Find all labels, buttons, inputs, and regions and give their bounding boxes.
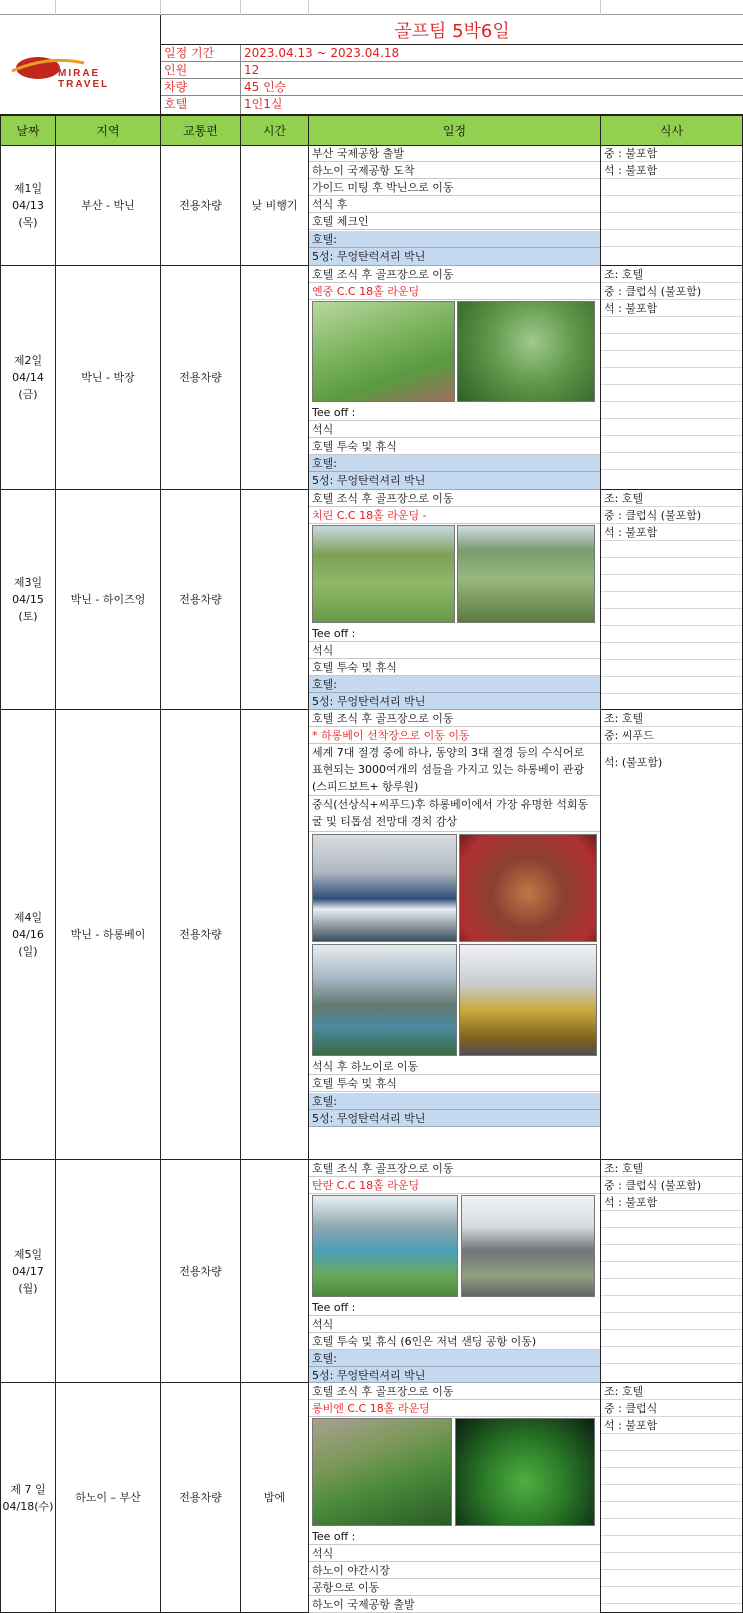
schedule-line: 하노이 국제공항 출발	[309, 1596, 600, 1613]
day-date-cell	[0, 1383, 56, 1613]
meal-line: 석 : 불포함	[601, 1194, 742, 1211]
schedule-line: 석식	[309, 1545, 600, 1562]
halong-bay-photo	[312, 944, 457, 1056]
day-date: 04/18(수)	[2, 1499, 54, 1513]
hotel-name: 5성: 무엉탄럭셔리 박닌	[309, 1110, 600, 1127]
day-label: 제5일	[13, 1247, 43, 1261]
golf-course-line: 탄란 C.C 18홀 라운딩	[309, 1177, 600, 1194]
day-weekday: (월)	[18, 1281, 38, 1295]
day-label: 제 7 일	[10, 1482, 46, 1496]
day-date: 04/14	[12, 371, 44, 384]
golf-course-photo	[457, 525, 595, 623]
header-meal: 식사	[601, 116, 743, 146]
info-label: 인원	[161, 62, 241, 79]
hotel-label: 호텔:	[309, 676, 600, 693]
day-meals	[601, 1160, 743, 1383]
day-transport: 전용차량	[161, 266, 241, 490]
day-transport: 전용차량	[161, 490, 241, 710]
day-weekday: (일)	[18, 945, 38, 958]
meal-line: 중: 씨푸드	[601, 727, 742, 744]
golf-course-photo	[312, 525, 455, 623]
top-grid-row	[0, 0, 743, 15]
meal-line: 조: 호텔	[601, 1160, 742, 1177]
schedule-line: 석식 후	[309, 196, 600, 213]
day-meals	[601, 1383, 743, 1613]
meal-line: 조: 호텔	[601, 1383, 742, 1400]
header-date: 날짜	[0, 116, 56, 146]
info-value: 12	[244, 63, 260, 77]
day-schedule	[309, 710, 601, 1160]
day-time: 밤에	[241, 1383, 309, 1613]
info-row	[161, 45, 743, 62]
golf-course-photo	[457, 301, 595, 402]
info-label: 일정 기간	[161, 45, 241, 62]
clubhouse-photo	[461, 1195, 595, 1297]
schedule-line: Tee off :	[309, 1528, 600, 1545]
schedule-line: 하노이 야간시장	[309, 1562, 600, 1579]
page-title: 골프팀 5박6일	[161, 15, 743, 45]
schedule-line: 석식	[309, 642, 600, 659]
info-value: 1인1실	[244, 97, 283, 111]
info-value: 2023.04.13 ~ 2023.04.18	[244, 46, 400, 60]
day-date-cell	[0, 145, 56, 266]
schedule-line: 하노이 국제공항 도착	[309, 162, 600, 179]
header-region: 지역	[56, 116, 161, 146]
info-label: 호텔	[161, 96, 241, 114]
schedule-line: 부산 국제공항 출발	[309, 145, 600, 162]
schedule-line: 호텔 투숙 및 휴식	[309, 438, 600, 455]
hotel-label: 호텔:	[309, 455, 600, 472]
header-time: 시간	[241, 116, 309, 146]
schedule-line: 호텔 조식 후 골프장으로 이동	[309, 490, 600, 507]
schedule-line: 호텔 체크인	[309, 213, 600, 230]
day-row-5	[0, 1160, 743, 1383]
day-schedule	[309, 490, 601, 710]
schedule-line: Tee off :	[309, 404, 600, 421]
day-transport: 전용차량	[161, 710, 241, 1160]
day-date: 04/16	[12, 928, 44, 941]
schedule-line: 호텔 투숙 및 휴식 (6인은 저녁 샌딩 공항 이동)	[309, 1333, 600, 1350]
day-region: 박닌 - 박장	[56, 266, 161, 490]
day-meals	[601, 266, 743, 490]
day-date-cell	[0, 710, 56, 1160]
info-row	[161, 62, 743, 79]
info-row	[161, 96, 743, 115]
schedule-line: 호텔 투숙 및 휴식	[309, 1075, 600, 1092]
day-meals	[601, 145, 743, 266]
logo-line2: TRAVEL	[58, 79, 110, 90]
halong-transfer-line: * 하롱베이 선착장으로 이동 이동	[309, 727, 600, 744]
day-row-7	[0, 1383, 743, 1613]
schedule-line: 공항으로 이동	[309, 1579, 600, 1596]
golf-course-photo	[312, 301, 455, 402]
hotel-label: 호텔:	[309, 1093, 600, 1110]
info-row	[161, 79, 743, 96]
day-region: 부산 - 박닌	[56, 145, 161, 266]
day-row-3	[0, 490, 743, 710]
meal-line: 중 : 클럽식 (불포함)	[601, 283, 742, 300]
cruise-boat-photo	[312, 834, 457, 942]
day-transport: 전용차량	[161, 1160, 241, 1383]
day-time	[241, 490, 309, 710]
day-row-4	[0, 710, 743, 1160]
header-transport: 교통편	[161, 116, 241, 146]
hotel-name: 5성: 무엉탄럭셔리 박닌	[309, 472, 600, 490]
info-label: 차량	[161, 79, 241, 96]
logo-line1: MIRAE	[58, 68, 101, 79]
table-header	[0, 115, 743, 145]
meal-line: 중 : 불포함	[601, 145, 742, 162]
meal-line: 조: 호텔	[601, 266, 742, 283]
day-date-cell	[0, 1160, 56, 1383]
schedule-line: 호텔 조식 후 골프장으로 이동	[309, 1160, 600, 1177]
day-time	[241, 710, 309, 1160]
golf-course-night-photo	[455, 1418, 595, 1526]
meal-line: 중 : 클럽식	[601, 1400, 742, 1417]
hotel-label: 호텔:	[309, 1350, 600, 1367]
meal-line: 석: (불포함)	[604, 756, 663, 769]
day-time	[241, 1160, 309, 1383]
hotel-name: 5성: 무엉탄럭셔리 박닌	[309, 248, 600, 266]
hotel-label: 호텔:	[309, 231, 600, 248]
meal-line: 석 : 불포함	[601, 300, 742, 317]
schedule-line: Tee off :	[309, 1299, 600, 1316]
day-region: 박닌 - 하롱베이	[56, 710, 161, 1160]
schedule-line: Tee off :	[309, 625, 600, 642]
hotel-name: 5성: 무엉탄럭셔리 박닌	[309, 693, 600, 710]
day-date-cell	[0, 266, 56, 490]
day-date: 04/17	[12, 1264, 44, 1278]
day-meals	[601, 710, 743, 1160]
schedule-line: 호텔 조식 후 골프장으로 이동	[309, 266, 600, 283]
day-transport: 전용차량	[161, 145, 241, 266]
day-weekday: (금)	[18, 388, 38, 401]
meal-line: 조: 호텔	[601, 710, 742, 727]
day-schedule	[309, 1160, 601, 1383]
info-value: 45 인승	[244, 80, 287, 94]
day-region: 하노이 – 부산	[56, 1383, 161, 1613]
schedule-line: 석식	[309, 421, 600, 438]
meal-line: 중 : 클럽식 (불포함)	[601, 1177, 742, 1194]
day-time: 낮 비행기	[241, 145, 309, 266]
seafood-photo	[459, 834, 597, 942]
schedule-line: 호텔 조식 후 골프장으로 이동	[309, 710, 600, 727]
day-time	[241, 266, 309, 490]
day-weekday: (목)	[18, 215, 38, 229]
day-label: 제4일	[13, 911, 43, 924]
info-table	[161, 45, 743, 115]
day-date: 04/15	[12, 593, 44, 606]
halong-description: 세계 7대 절경 중에 하나, 동양의 3대 절경 등의 수식어로 표현되는 3000여개의 섬들을 가지고 있는 하롱베이 관광(스피드보트+ 항루원)	[309, 744, 600, 796]
day-transport: 전용차량	[161, 1383, 241, 1613]
meal-line: 조: 호텔	[601, 490, 742, 507]
day-region: 박닌 - 하이즈엉	[56, 490, 161, 710]
schedule-line: 호텔 조식 후 골프장으로 이동	[309, 1383, 600, 1400]
meal-line: 중 : 클럽식 (불포함)	[601, 507, 742, 524]
day-date-cell	[0, 490, 56, 710]
schedule-line: 호텔 투숙 및 휴식	[309, 659, 600, 676]
golf-course-photo	[312, 1195, 458, 1297]
day-schedule	[309, 145, 601, 266]
day-row-1	[0, 145, 743, 266]
header-schedule: 일정	[309, 116, 601, 146]
hotel-name: 5성: 무엉탄럭셔리 박닌	[309, 1367, 600, 1383]
day-date: 04/13	[12, 198, 44, 212]
building-photo	[459, 944, 597, 1056]
meal-line: 석 : 불포함	[601, 524, 742, 541]
day-schedule	[309, 1383, 601, 1613]
meal-line: 석 : 불포함	[601, 1417, 742, 1434]
day-weekday: (토)	[18, 610, 38, 623]
day-row-2	[0, 266, 743, 490]
golf-course-line: 치린 C.C 18홀 라운딩 -	[309, 507, 600, 524]
golf-course-line: 롱비엔 C.C 18홀 라운딩	[309, 1400, 600, 1417]
golf-course-photo	[312, 1418, 452, 1526]
logo-text	[58, 68, 109, 90]
schedule-line: 석식 후 하노이로 이동	[309, 1058, 600, 1075]
day-label: 제3일	[13, 576, 43, 589]
logo-block	[0, 15, 161, 115]
halong-lunch-description: 중식(선상식+씨푸드)후 하롱베이에서 가장 유명한 석회동굴 및 티톱섬 전망대 경치 감상	[309, 796, 600, 832]
day-region	[56, 1160, 161, 1383]
day-label: 제1일	[13, 181, 43, 195]
meal-line: 석 : 불포함	[601, 162, 742, 179]
schedule-line: 석식	[309, 1316, 600, 1333]
schedule-line: 가이드 미팅 후 박닌으로 이동	[309, 179, 600, 196]
golf-course-line: 옌중 C.C 18홀 라운딩	[309, 283, 600, 300]
day-meals	[601, 490, 743, 710]
day-label: 제2일	[13, 354, 43, 367]
day-schedule	[309, 266, 601, 490]
